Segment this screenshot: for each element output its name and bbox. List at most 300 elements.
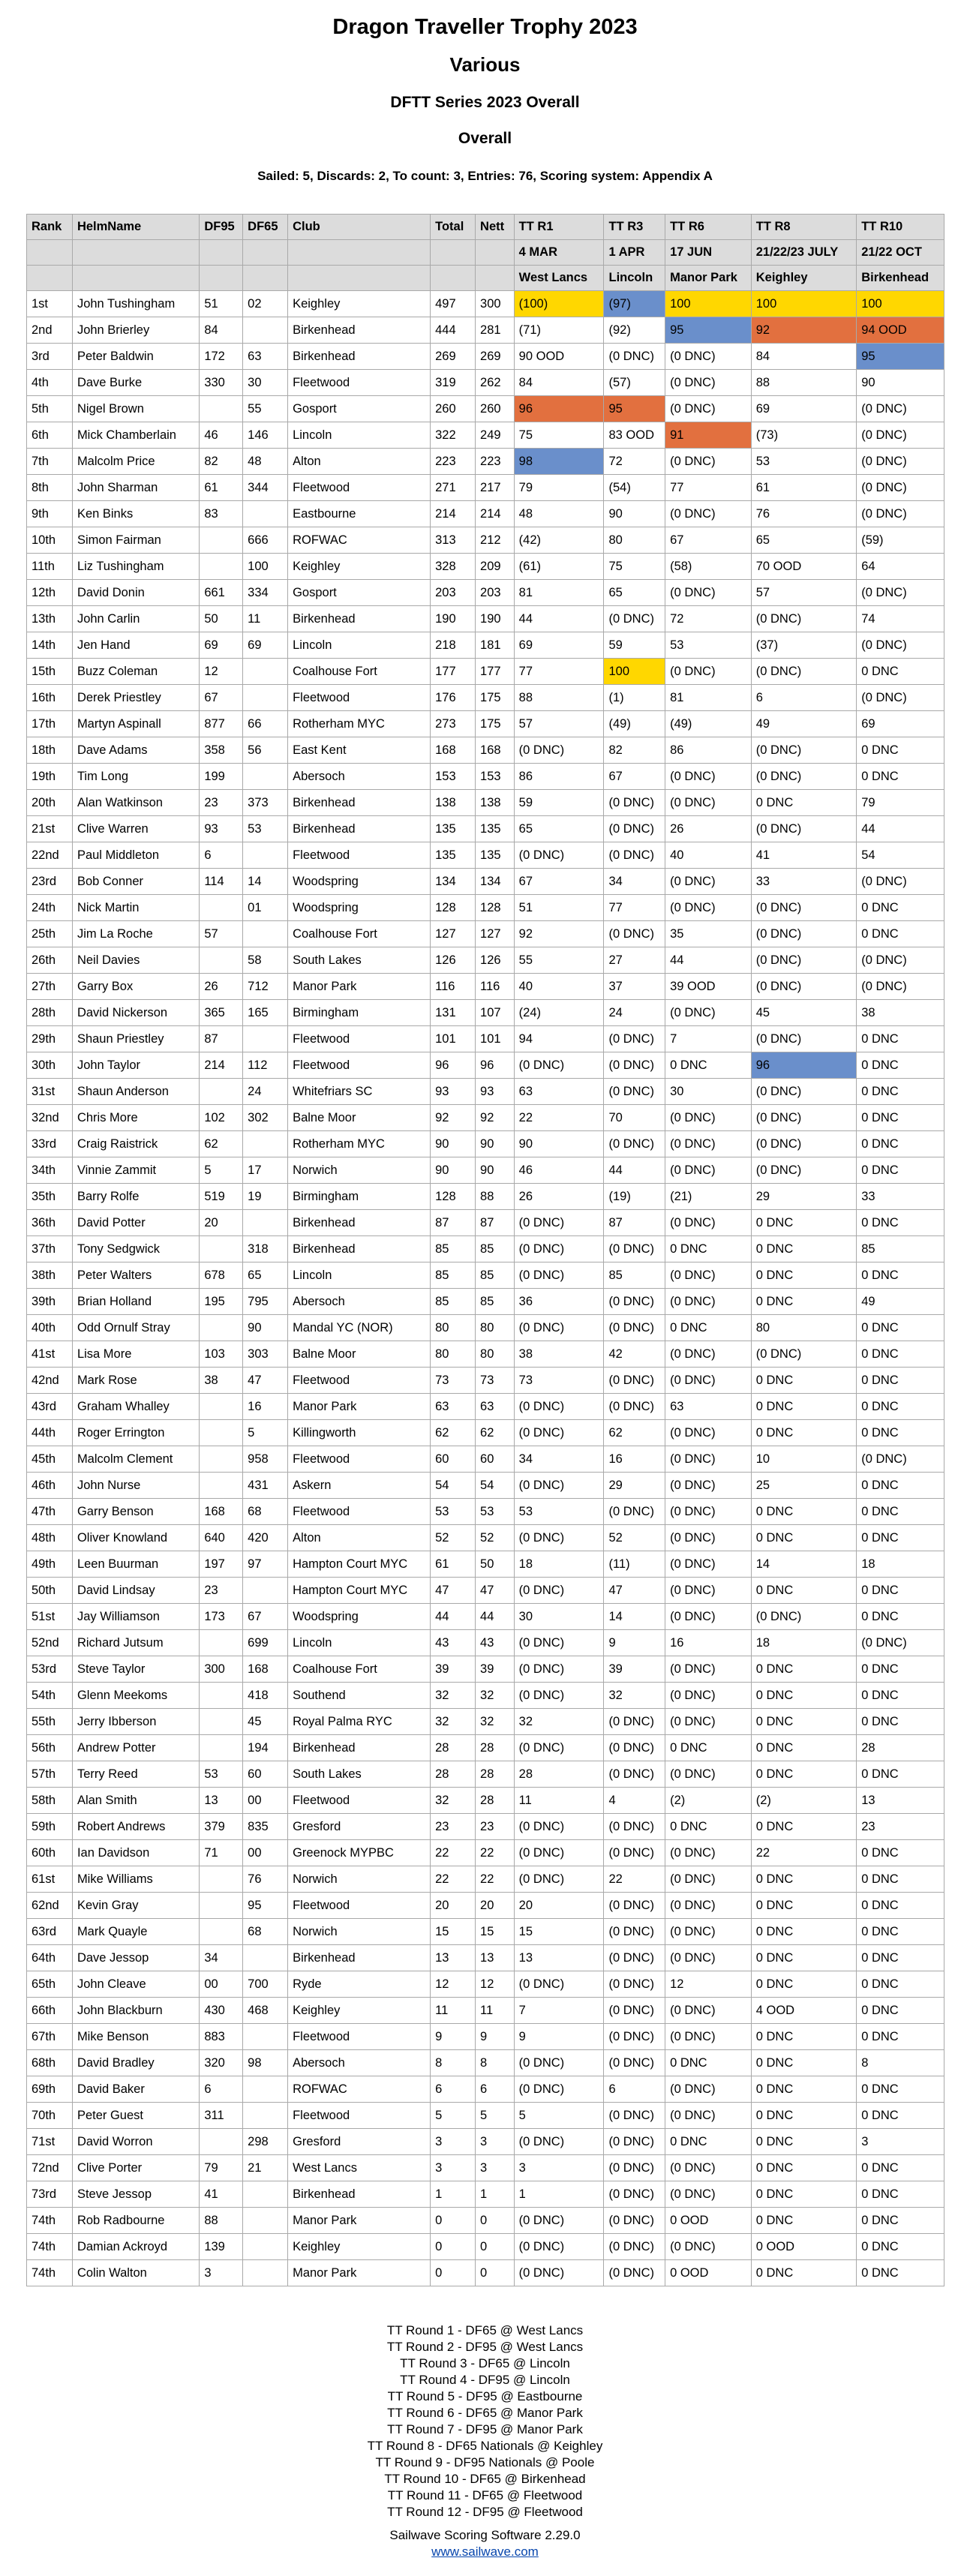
nett-cell: 54: [476, 1473, 515, 1499]
rank-cell: 56th: [27, 1735, 73, 1761]
table-row: [27, 1210, 944, 1236]
helm-name-cell: Nigel Brown: [72, 396, 199, 422]
total-cell: 223: [431, 449, 476, 475]
tt-r8-cell: (0 DNC): [751, 1105, 856, 1131]
rank-cell: 62nd: [27, 1893, 73, 1919]
tt-r1-cell: (0 DNC): [514, 1210, 604, 1236]
round-item: TT Round 9 - DF95 Nationals @ Poole: [375, 2455, 595, 2469]
tt-r8-cell: 14: [751, 1551, 856, 1578]
table-row: [27, 1262, 944, 1289]
tt-r10-cell: 0 DNC: [857, 2155, 944, 2181]
rank-cell: 61st: [27, 1866, 73, 1893]
nett-cell: 23: [476, 1814, 515, 1840]
tt-r10-cell: 0 DNC: [857, 1473, 944, 1499]
tt-r8-cell: 96: [751, 1052, 856, 1079]
rank-cell: 65th: [27, 1971, 73, 1998]
tt-r6-cell: (0 DNC): [665, 2024, 752, 2050]
tt-r6-cell: 7: [665, 1026, 752, 1052]
tt-r10-cell: (0 DNC): [857, 632, 944, 659]
tt-r1-cell: 90: [514, 1131, 604, 1157]
nett-cell: 88: [476, 1184, 515, 1210]
total-cell: 87: [431, 1210, 476, 1236]
tt-r10-cell: 0 DNC: [857, 1394, 944, 1420]
round-item: TT Round 6 - DF65 @ Manor Park: [387, 2406, 583, 2420]
nett-cell: 11: [476, 1998, 515, 2024]
rank-cell: 52nd: [27, 1630, 73, 1656]
table-row: [27, 2024, 944, 2050]
tt-r6-cell: 0 DNC: [665, 1814, 752, 1840]
club-cell: Keighley: [288, 291, 431, 317]
nett-cell: 107: [476, 1000, 515, 1026]
helm-name-cell: Clive Warren: [72, 816, 199, 842]
nett-cell: 28: [476, 1761, 515, 1788]
tt-r10-cell: 0 DNC: [857, 2024, 944, 2050]
tt-r1-cell: 46: [514, 1157, 604, 1184]
helm-name-cell: John Nurse: [72, 1473, 199, 1499]
total-cell: 28: [431, 1761, 476, 1788]
tt-r3-cell: (0 DNC): [604, 2050, 665, 2076]
df65-sail-cell: [243, 1945, 288, 1971]
club-cell: Birmingham: [288, 1000, 431, 1026]
helm-name-cell: Peter Walters: [72, 1262, 199, 1289]
tt-r3-cell: (0 DNC): [604, 1998, 665, 2024]
tt-r6-cell: 100: [665, 291, 752, 317]
club-cell: Fleetwood: [288, 685, 431, 711]
tt-r1-cell: (0 DNC): [514, 2260, 604, 2286]
df95-sail-cell: [200, 1919, 243, 1945]
tt-r6-cell: (0 DNC): [665, 1473, 752, 1499]
tt-r3-cell: 67: [604, 764, 665, 790]
tt-r6-cell: (0 DNC): [665, 1446, 752, 1473]
tt-r8-cell: 18: [751, 1630, 856, 1656]
table-row: [27, 790, 944, 816]
df95-sail-cell: [200, 1683, 243, 1709]
table-row: [27, 764, 944, 790]
df95-sail-cell: 61: [200, 475, 243, 501]
df95-sail-cell: 358: [200, 737, 243, 764]
tt-r3-cell: (0 DNC): [604, 1131, 665, 1157]
tt-r1-cell: (0 DNC): [514, 1052, 604, 1079]
race-date: 17 JUN: [665, 240, 752, 266]
df95-sail-cell: 84: [200, 317, 243, 344]
tt-r3-cell: 65: [604, 580, 665, 606]
tt-r8-cell: (0 DNC): [751, 816, 856, 842]
tt-r6-cell: 67: [665, 527, 752, 554]
nett-cell: 175: [476, 711, 515, 737]
rank-cell: 1st: [27, 291, 73, 317]
rank-cell: 27th: [27, 974, 73, 1000]
race-venue: Birkenhead: [857, 266, 944, 291]
helm-name-cell: Paul Middleton: [72, 842, 199, 869]
df65-sail-cell: 00: [243, 1840, 288, 1866]
tt-r10-cell: 0 DNC: [857, 1683, 944, 1709]
df95-sail-cell: 883: [200, 2024, 243, 2050]
df95-sail-cell: 23: [200, 1578, 243, 1604]
helm-name-cell: Shaun Anderson: [72, 1079, 199, 1105]
round-item: TT Round 3 - DF65 @ Lincoln: [400, 2356, 570, 2370]
rank-cell: 63rd: [27, 1919, 73, 1945]
tt-r10-cell: 64: [857, 554, 944, 580]
tt-r1-cell: (0 DNC): [514, 1394, 604, 1420]
tt-r10-cell: 38: [857, 1000, 944, 1026]
tt-r3-cell: 4: [604, 1788, 665, 1814]
tt-r1-cell: 38: [514, 1341, 604, 1368]
df65-sail-cell: 835: [243, 1814, 288, 1840]
rank-cell: 53rd: [27, 1656, 73, 1683]
df95-sail-cell: 114: [200, 869, 243, 895]
column-header-df65: DF65: [243, 215, 288, 240]
tt-r3-cell: (0 DNC): [604, 842, 665, 869]
total-cell: 32: [431, 1683, 476, 1709]
nett-cell: 6: [476, 2076, 515, 2103]
tt-r1-cell: (0 DNC): [514, 1735, 604, 1761]
rank-cell: 74th: [27, 2208, 73, 2234]
tt-r6-cell: 86: [665, 737, 752, 764]
df95-sail-cell: 23: [200, 790, 243, 816]
header-spacer: [431, 266, 476, 291]
tt-r3-cell: 9: [604, 1630, 665, 1656]
club-cell: Mandal YC (NOR): [288, 1315, 431, 1341]
tt-r10-cell: 0 DNC: [857, 1840, 944, 1866]
table-row: [27, 1499, 944, 1525]
tt-r6-cell: (0 DNC): [665, 1945, 752, 1971]
rank-cell: 5th: [27, 396, 73, 422]
nett-cell: 249: [476, 422, 515, 449]
rank-cell: 2nd: [27, 317, 73, 344]
total-cell: 61: [431, 1551, 476, 1578]
df95-sail-cell: 69: [200, 632, 243, 659]
tt-r6-cell: (21): [665, 1184, 752, 1210]
tt-r10-cell: (0 DNC): [857, 580, 944, 606]
club-cell: Gosport: [288, 396, 431, 422]
df65-sail-cell: 45: [243, 1709, 288, 1735]
round-item: TT Round 1 - DF65 @ West Lancs: [386, 2323, 584, 2337]
tt-r10-cell: 0 DNC: [857, 895, 944, 921]
nett-cell: 28: [476, 1735, 515, 1761]
nett-cell: 50: [476, 1551, 515, 1578]
rank-cell: 55th: [27, 1709, 73, 1735]
rank-cell: 18th: [27, 737, 73, 764]
helm-name-cell: Damian Ackroyd: [72, 2234, 199, 2260]
tt-r3-cell: (0 DNC): [604, 1079, 665, 1105]
total-cell: 32: [431, 1788, 476, 1814]
df65-sail-cell: 5: [243, 1420, 288, 1446]
df65-sail-cell: 146: [243, 422, 288, 449]
tt-r6-cell: (0 DNC): [665, 2234, 752, 2260]
helm-name-cell: David Lindsay: [72, 1578, 199, 1604]
tt-r3-cell: 82: [604, 737, 665, 764]
club-cell: Alton: [288, 1525, 431, 1551]
total-cell: 73: [431, 1368, 476, 1394]
helm-name-cell: Kevin Gray: [72, 1893, 199, 1919]
tt-r8-cell: 0 DNC: [751, 2129, 856, 2155]
table-row: [27, 1052, 944, 1079]
total-cell: 116: [431, 974, 476, 1000]
tt-r3-cell: 34: [604, 869, 665, 895]
tt-r1-cell: (24): [514, 1000, 604, 1026]
sailwave-link[interactable]: www.sailwave.com: [431, 2544, 539, 2559]
tt-r10-cell: 0 DNC: [857, 737, 944, 764]
tt-r3-cell: (0 DNC): [604, 1052, 665, 1079]
df95-sail-cell: 678: [200, 1262, 243, 1289]
tt-r1-cell: (0 DNC): [514, 737, 604, 764]
nett-cell: 90: [476, 1157, 515, 1184]
table-row: [27, 396, 944, 422]
df65-sail-cell: 30: [243, 370, 288, 396]
club-cell: Woodspring: [288, 869, 431, 895]
club-cell: Birkenhead: [288, 1735, 431, 1761]
table-row: [27, 921, 944, 947]
club-cell: Birkenhead: [288, 2181, 431, 2208]
tt-r1-cell: (0 DNC): [514, 1840, 604, 1866]
table-row: [27, 1079, 944, 1105]
helm-name-cell: David Bradley: [72, 2050, 199, 2076]
table-row: [27, 1105, 944, 1131]
tt-r3-cell: (0 DNC): [604, 921, 665, 947]
tt-r1-cell: 86: [514, 764, 604, 790]
club-cell: Abersoch: [288, 1289, 431, 1315]
df65-sail-cell: 17: [243, 1157, 288, 1184]
tt-r3-cell: 100: [604, 659, 665, 685]
tt-r6-cell: (0 DNC): [665, 1551, 752, 1578]
total-cell: 203: [431, 580, 476, 606]
table-row: [27, 1919, 944, 1945]
tt-r1-cell: 40: [514, 974, 604, 1000]
club-cell: Birkenhead: [288, 1945, 431, 1971]
tt-r3-cell: 14: [604, 1604, 665, 1630]
rank-cell: 59th: [27, 1814, 73, 1840]
tt-r8-cell: 69: [751, 396, 856, 422]
tt-r8-cell: 0 DNC: [751, 790, 856, 816]
club-cell: Royal Palma RYC: [288, 1709, 431, 1735]
tt-r10-cell: 0 DNC: [857, 1919, 944, 1945]
table-row: [27, 2129, 944, 2155]
tt-r10-cell: 69: [857, 711, 944, 737]
tt-r1-cell: (71): [514, 317, 604, 344]
helm-name-cell: Rob Radbourne: [72, 2208, 199, 2234]
tt-r8-cell: (0 DNC): [751, 921, 856, 947]
table-row: [27, 816, 944, 842]
total-cell: 9: [431, 2024, 476, 2050]
nett-cell: 85: [476, 1262, 515, 1289]
race-venue-row: [27, 266, 944, 291]
table-row: [27, 317, 944, 344]
tt-r3-cell: 24: [604, 1000, 665, 1026]
total-cell: 90: [431, 1131, 476, 1157]
helm-name-cell: Glenn Meekoms: [72, 1683, 199, 1709]
nett-cell: 177: [476, 659, 515, 685]
header-spacer: [476, 240, 515, 266]
club-cell: Coalhouse Fort: [288, 659, 431, 685]
rank-cell: 32nd: [27, 1105, 73, 1131]
total-cell: 52: [431, 1525, 476, 1551]
tt-r6-cell: (0 DNC): [665, 344, 752, 370]
tt-r8-cell: 0 DNC: [751, 2050, 856, 2076]
tt-r6-cell: (0 DNC): [665, 1368, 752, 1394]
column-header-tt-r1: TT R1: [514, 215, 604, 240]
helm-name-cell: Dave Burke: [72, 370, 199, 396]
nett-cell: 12: [476, 1971, 515, 1998]
tt-r6-cell: (0 DNC): [665, 2181, 752, 2208]
total-cell: 101: [431, 1026, 476, 1052]
helm-name-cell: Roger Errington: [72, 1420, 199, 1446]
tt-r10-cell: (0 DNC): [857, 449, 944, 475]
df95-sail-cell: 71: [200, 1840, 243, 1866]
club-cell: ROFWAC: [288, 2076, 431, 2103]
tt-r1-cell: 98: [514, 449, 604, 475]
table-row: [27, 606, 944, 632]
tt-r3-cell: (0 DNC): [604, 2208, 665, 2234]
tt-r3-cell: (0 DNC): [604, 606, 665, 632]
tt-r1-cell: 44: [514, 606, 604, 632]
total-cell: 47: [431, 1578, 476, 1604]
df95-sail-cell: 87: [200, 1026, 243, 1052]
nett-cell: 0: [476, 2208, 515, 2234]
club-cell: Birkenhead: [288, 816, 431, 842]
tt-r10-cell: 0 DNC: [857, 1026, 944, 1052]
nett-cell: 20: [476, 1893, 515, 1919]
df65-sail-cell: 100: [243, 554, 288, 580]
race-venue: Manor Park: [665, 266, 752, 291]
df95-sail-cell: 38: [200, 1368, 243, 1394]
tt-r1-cell: 69: [514, 632, 604, 659]
df95-sail-cell: 199: [200, 764, 243, 790]
df65-sail-cell: [243, 2234, 288, 2260]
rank-cell: 15th: [27, 659, 73, 685]
df65-sail-cell: [243, 659, 288, 685]
tt-r10-cell: 0 DNC: [857, 1131, 944, 1157]
helm-name-cell: John Taylor: [72, 1052, 199, 1079]
nett-cell: 223: [476, 449, 515, 475]
df65-sail-cell: 16: [243, 1394, 288, 1420]
nett-cell: 85: [476, 1236, 515, 1262]
round-item: TT Round 8 - DF65 Nationals @ Keighley: [367, 2439, 603, 2453]
tt-r3-cell: (0 DNC): [604, 2234, 665, 2260]
total-cell: 128: [431, 1184, 476, 1210]
total-cell: 85: [431, 1262, 476, 1289]
tt-r3-cell: (0 DNC): [604, 1315, 665, 1341]
club-cell: Lincoln: [288, 1262, 431, 1289]
tt-r8-cell: (0 DNC): [751, 659, 856, 685]
df65-sail-cell: 418: [243, 1683, 288, 1709]
tt-r8-cell: 0 DNC: [751, 2024, 856, 2050]
tt-r8-cell: (0 DNC): [751, 606, 856, 632]
tt-r1-cell: 18: [514, 1551, 604, 1578]
df95-sail-cell: [200, 1236, 243, 1262]
tt-r10-cell: (0 DNC): [857, 396, 944, 422]
club-cell: Fleetwood: [288, 475, 431, 501]
rank-cell: 58th: [27, 1788, 73, 1814]
df95-sail-cell: 300: [200, 1656, 243, 1683]
table-row: [27, 1446, 944, 1473]
tt-r8-cell: 0 DNC: [751, 1656, 856, 1683]
tt-r6-cell: 40: [665, 842, 752, 869]
tt-r8-cell: 53: [751, 449, 856, 475]
total-cell: 93: [431, 1079, 476, 1105]
df65-sail-cell: 666: [243, 527, 288, 554]
tt-r6-cell: 44: [665, 947, 752, 974]
table-row: [27, 2208, 944, 2234]
tt-r1-cell: 94: [514, 1026, 604, 1052]
total-cell: 3: [431, 2155, 476, 2181]
nett-cell: 63: [476, 1394, 515, 1420]
header-spacer: [200, 240, 243, 266]
table-row: [27, 527, 944, 554]
tt-r6-cell: (0 DNC): [665, 1866, 752, 1893]
df65-sail-cell: [243, 685, 288, 711]
total-cell: 22: [431, 1866, 476, 1893]
club-cell: Hampton Court MYC: [288, 1551, 431, 1578]
tt-r8-cell: 0 DNC: [751, 1525, 856, 1551]
df65-sail-cell: [243, 921, 288, 947]
rank-cell: 48th: [27, 1525, 73, 1551]
df95-sail-cell: 320: [200, 2050, 243, 2076]
df65-sail-cell: 795: [243, 1289, 288, 1315]
df65-sail-cell: 55: [243, 396, 288, 422]
helm-name-cell: Mark Rose: [72, 1368, 199, 1394]
df95-sail-cell: 168: [200, 1499, 243, 1525]
tt-r3-cell: 62: [604, 1420, 665, 1446]
tt-r3-cell: (0 DNC): [604, 1735, 665, 1761]
rank-cell: 66th: [27, 1998, 73, 2024]
tt-r3-cell: 37: [604, 974, 665, 1000]
df65-sail-cell: 19: [243, 1184, 288, 1210]
total-cell: 90: [431, 1157, 476, 1184]
table-row: [27, 1473, 944, 1499]
table-row: [27, 2260, 944, 2286]
df65-sail-cell: 344: [243, 475, 288, 501]
club-cell: Keighley: [288, 554, 431, 580]
total-cell: 92: [431, 1105, 476, 1131]
tt-r3-cell: 90: [604, 501, 665, 527]
table-row: [27, 659, 944, 685]
tt-r8-cell: 25: [751, 1473, 856, 1499]
nett-cell: 212: [476, 527, 515, 554]
club-cell: Birkenhead: [288, 317, 431, 344]
table-row: [27, 1420, 944, 1446]
rank-cell: 10th: [27, 527, 73, 554]
tt-r6-cell: 95: [665, 317, 752, 344]
df65-sail-cell: 112: [243, 1052, 288, 1079]
nett-cell: 281: [476, 317, 515, 344]
df65-sail-cell: [243, 317, 288, 344]
nett-cell: 32: [476, 1709, 515, 1735]
tt-r8-cell: (73): [751, 422, 856, 449]
df95-sail-cell: [200, 1420, 243, 1446]
tt-r8-cell: 0 DNC: [751, 1866, 856, 1893]
tt-r3-cell: 77: [604, 895, 665, 921]
df95-sail-cell: 214: [200, 1052, 243, 1079]
race-venue: Lincoln: [604, 266, 665, 291]
club-cell: Fleetwood: [288, 2103, 431, 2129]
tt-r3-cell: 39: [604, 1656, 665, 1683]
tt-r10-cell: 0 DNC: [857, 1105, 944, 1131]
tt-r8-cell: (0 DNC): [751, 764, 856, 790]
round-item: TT Round 12 - DF95 @ Fleetwood: [387, 2505, 583, 2519]
club-cell: Fleetwood: [288, 2024, 431, 2050]
table-row: [27, 554, 944, 580]
total-cell: 23: [431, 1814, 476, 1840]
race-date-row: [27, 240, 944, 266]
tt-r6-cell: (0 DNC): [665, 1499, 752, 1525]
df65-sail-cell: 63: [243, 344, 288, 370]
tt-r6-cell: (0 DNC): [665, 1210, 752, 1236]
tt-r10-cell: 0 DNC: [857, 2260, 944, 2286]
total-cell: 1: [431, 2181, 476, 2208]
tt-r3-cell: 59: [604, 632, 665, 659]
tt-r10-cell: 0 DNC: [857, 2181, 944, 2208]
table-row: [27, 1604, 944, 1630]
